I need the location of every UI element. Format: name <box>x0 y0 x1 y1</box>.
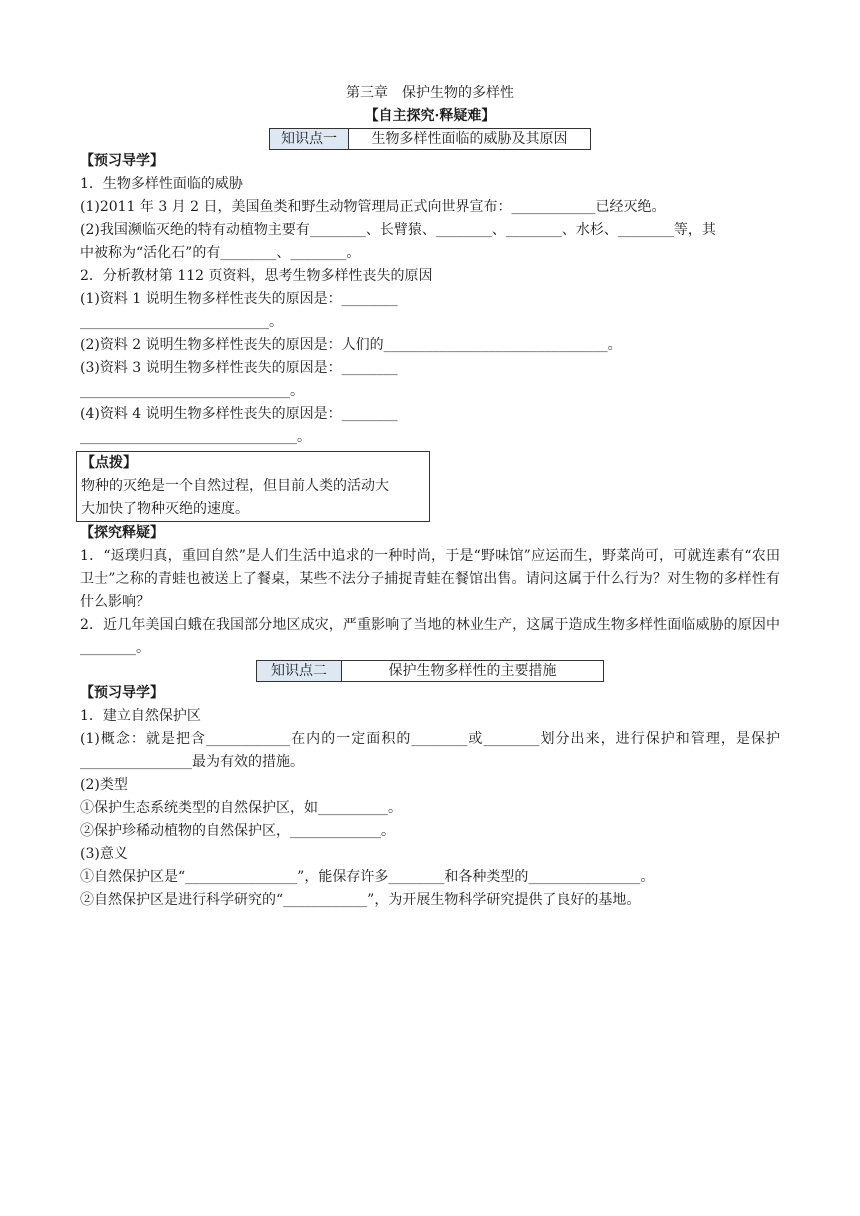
measure-1-type-2: ②保护珍稀动植物的自然保护区，_____________。 <box>80 823 395 839</box>
question-1-2a: (2)我国濒临灭绝的特有动植物主要有________、长臂猿、________、________、水杉、________等，其 <box>80 222 716 238</box>
question-2-1a: (1)资料 1 说明生物多样性丧失的原因是：________ <box>80 291 398 307</box>
chapter-title: 第三章 保护生物的多样性 <box>346 85 514 101</box>
knowledge-point-2-title: 保护生物多样性的主要措施 <box>388 663 557 679</box>
measure-1-significance-2: ②自然保护区是进行科学研究的“____________”，为开展生物科学研究提供了良好的基地。 <box>80 892 641 908</box>
knowledge-point-1-title: 生物多样性面临的威胁及其原因 <box>371 131 568 147</box>
question-2-3b: ______________________________。 <box>80 383 304 399</box>
measure-1-type-heading: (2)类型 <box>80 777 128 793</box>
knowledge-point-1-label: 知识点一 <box>270 129 349 149</box>
question-1-2b: 中被称为“活化石”的有________、________。 <box>80 245 361 261</box>
worksheet-page <box>80 82 780 912</box>
measure-1-type-1: ①保护生态系统类型的自然保护区，如__________。 <box>80 800 402 816</box>
tip-heading: 【点拨】 <box>81 455 137 471</box>
explore-heading: 【探究释疑】 <box>80 525 164 541</box>
question-2-4b: _______________________________。 <box>80 429 311 445</box>
measure-1-concept: (1)概念：就是把含____________在内的一定面积的________或________划分出来，进行保护和管理，是保护________________最为有效的措施。 <box>80 731 780 770</box>
measure-1-significance-heading: (3)意义 <box>80 846 128 862</box>
question-1-title: 1．生物多样性面临的威胁 <box>80 176 243 192</box>
explore-question-2: 2．近几年美国白蛾在我国部分地区成灾，严重影响了当地的林业生产，这属于造成生物多样性面临威胁的原因中________。 <box>80 617 780 656</box>
tip-line-2: 大加快了物种灭绝的速度。 <box>81 501 249 517</box>
question-2-4a: (4)资料 4 说明生物多样性丧失的原因是：________ <box>80 406 398 422</box>
knowledge-point-1-box <box>269 128 591 150</box>
question-2-1b: ___________________________。 <box>80 314 283 330</box>
measure-1-significance-1: ①自然保护区是“________________”，能保存许多________和各种类型的________________。 <box>80 869 655 885</box>
question-2-2: (2)资料 2 说明生物多样性丧失的原因是：人们的________________________________。 <box>80 337 622 353</box>
preview-heading-2: 【预习导学】 <box>80 685 164 701</box>
knowledge-point-2-box <box>256 660 604 682</box>
tip-box <box>76 451 430 522</box>
tip-line-1: 物种的灭绝是一个自然过程，但目前人类的活动大 <box>81 478 389 494</box>
explore-question-1: 1．“返璞归真，重回自然”是人们生活中追求的一种时尚，于是“野味馆”应运而生，野菜尚可，可就连素有“农田卫士”之称的青蛙也被送上了餐桌，某些不法分子捕捉青蛙在餐馆出售。请问这属于什么行为？对生物的多样性有什么影响？ <box>80 548 780 610</box>
preview-heading-1: 【预习导学】 <box>80 153 164 169</box>
section-title: 【自主探究·释疑难】 <box>364 108 496 124</box>
knowledge-point-2-label: 知识点二 <box>257 661 342 681</box>
measure-1-title: 1．建立自然保护区 <box>80 708 201 724</box>
question-1-1: (1)2011 年 3 月 2 日，美国鱼类和野生动物管理局正式向世界宣布：____________已经灭绝。 <box>80 199 666 215</box>
question-2-title: 2．分析教材第 112 页资料，思考生物多样性丧失的原因 <box>80 268 433 284</box>
question-2-3a: (3)资料 3 说明生物多样性丧失的原因是：________ <box>80 360 398 376</box>
